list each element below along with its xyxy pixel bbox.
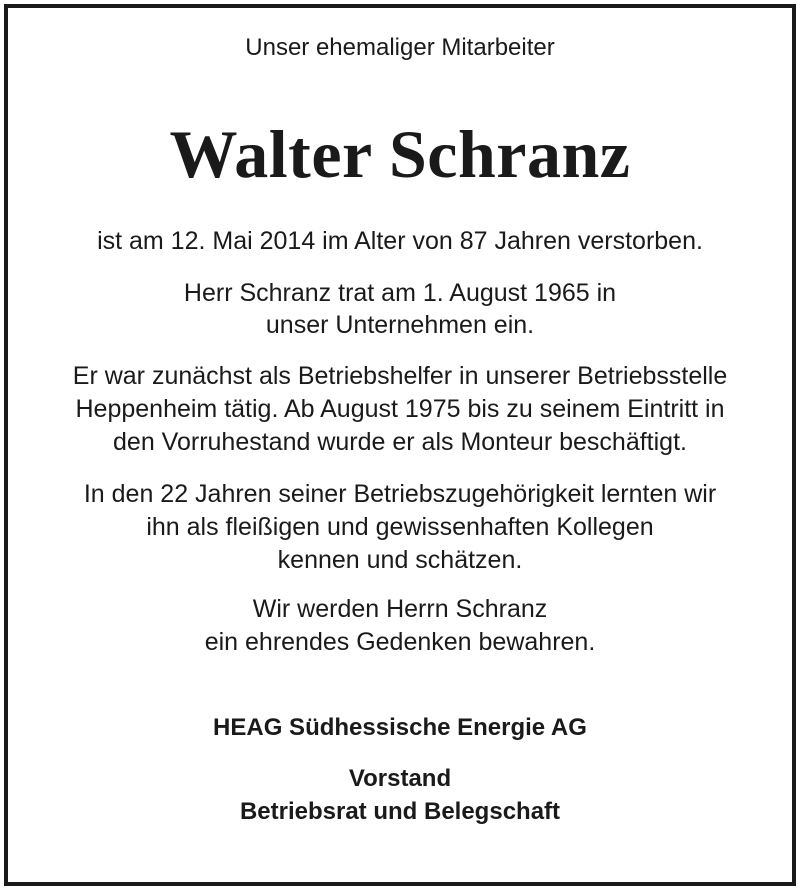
signatory-board: Vorstand bbox=[348, 765, 452, 792]
paragraph-tribute-line-2: ihn als fleißigen und gewissenhaften Kollegen bbox=[146, 513, 654, 541]
paragraph-death-line-1: ist am 12. Mai 2014 im Alter von 87 Jahren verstorben. bbox=[97, 227, 703, 255]
paragraph-joined-line-1: Herr Schranz trat am 1. August 1965 in bbox=[183, 279, 617, 307]
paragraph-career-line-2: Heppenheim tätig. Ab August 1975 bis zu seinem Eintritt in bbox=[75, 395, 725, 423]
paragraph-tribute-line-1: In den 22 Jahren seiner Betriebszugehörigkeit lernten wir bbox=[83, 480, 717, 508]
paragraph-career-line-1: Er war zunächst als Betriebshelfer in unserer Betriebsstelle bbox=[72, 362, 728, 390]
paragraph-career-line-3: den Vorruhestand wurde er als Monteur beschäftigt. bbox=[113, 428, 687, 456]
deceased-name: Walter Schranz bbox=[169, 116, 631, 192]
paragraph-joined-line-2: unser Unternehmen ein. bbox=[265, 311, 535, 339]
paragraph-tribute-line-3: kennen und schätzen. bbox=[277, 546, 523, 574]
paragraph-remembrance-line-2: ein ehrendes Gedenken bewahren. bbox=[204, 628, 596, 656]
paragraph-remembrance-line-1: Wir werden Herrn Schranz bbox=[252, 595, 548, 623]
company-name: HEAG Südhessische Energie AG bbox=[213, 714, 587, 741]
signatory-staff: Betriebsrat und Belegschaft bbox=[239, 798, 561, 825]
intro-text: Unser ehemaliger Mitarbeiter bbox=[245, 34, 555, 61]
